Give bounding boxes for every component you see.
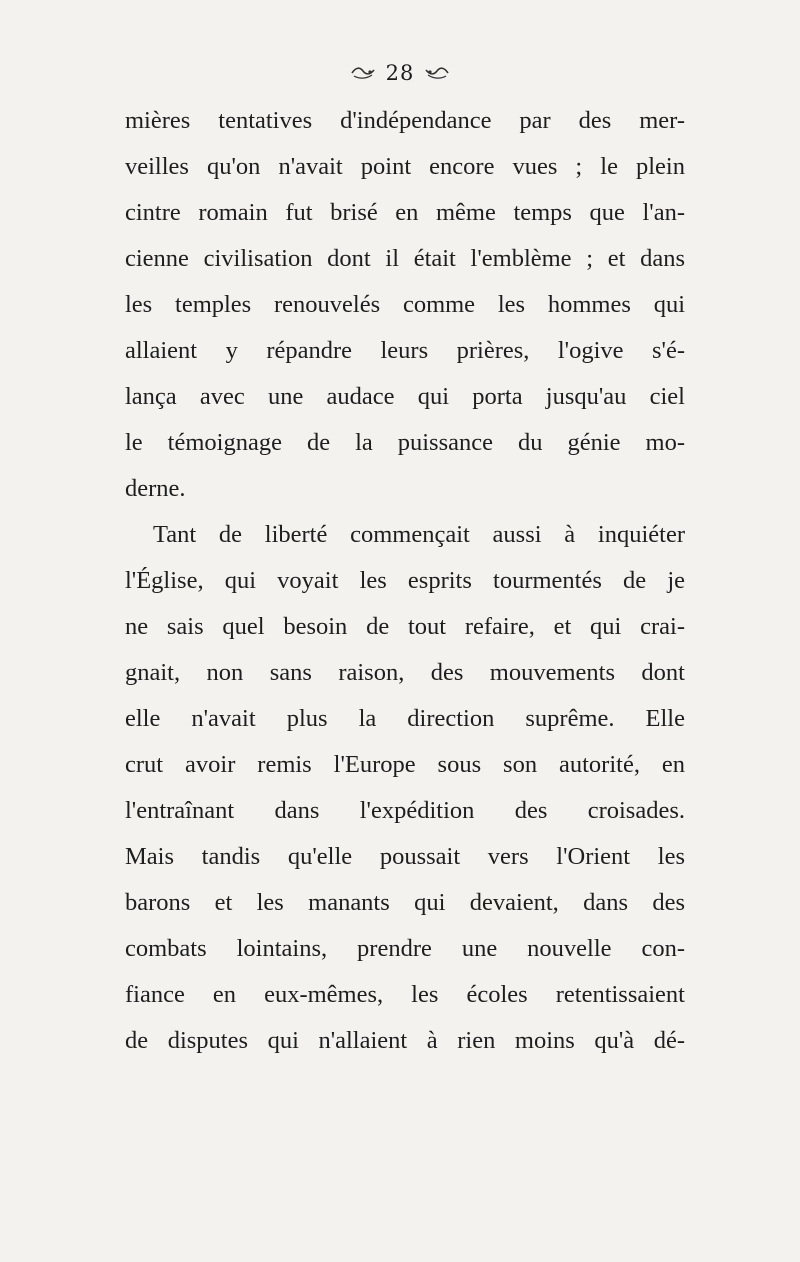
text-line: gnait, non sans raison, des mouvements dont [125, 659, 685, 686]
text-line: crut avoir remis l'Europe sous son autorité, en [125, 751, 685, 778]
text-line: lança avec une audace qui porta jusqu'au ciel [125, 383, 685, 410]
text-line: les temples renouvelés comme les hommes qui [125, 291, 685, 318]
body-text [125, 98, 685, 1064]
text-line: barons et les manants qui devaient, dans des [125, 889, 685, 916]
text-line: veilles qu'on n'avait point encore vues ; le plein [125, 153, 685, 180]
text-line: Tant de liberté commençait aussi à inquiéter [153, 521, 685, 548]
text-line: cintre romain fut brisé en même temps que l'an- [125, 199, 685, 226]
right-ornament-icon [424, 66, 450, 80]
text-line: combats lointains, prendre une nouvelle con- [125, 935, 685, 962]
page-header [0, 58, 800, 88]
text-line: elle n'avait plus la direction suprême. Elle [125, 705, 685, 732]
text-line: cienne civilisation dont il était l'emblème ; et dans [125, 245, 685, 272]
text-line: allaient y répandre leurs prières, l'ogive s'é- [125, 337, 685, 364]
text-line: derne. [125, 475, 186, 502]
text-line: le témoignage de la puissance du génie mo- [125, 429, 685, 456]
page-number: 28 [385, 61, 415, 85]
text-line: de disputes qui n'allaient à rien moins qu'à dé- [125, 1027, 685, 1054]
text-line: ne sais quel besoin de tout refaire, et qui crai- [125, 613, 685, 640]
text-line: l'Église, qui voyait les esprits tourmentés de je [125, 567, 685, 594]
text-line: mières tentatives d'indépendance par des mer- [125, 107, 685, 134]
left-ornament-icon [350, 66, 376, 80]
text-line: fiance en eux-mêmes, les écoles retentissaient [125, 981, 685, 1008]
text-line: Mais tandis qu'elle poussait vers l'Orient les [125, 843, 685, 870]
text-line: l'entraînant dans l'expédition des croisades. [125, 797, 685, 824]
